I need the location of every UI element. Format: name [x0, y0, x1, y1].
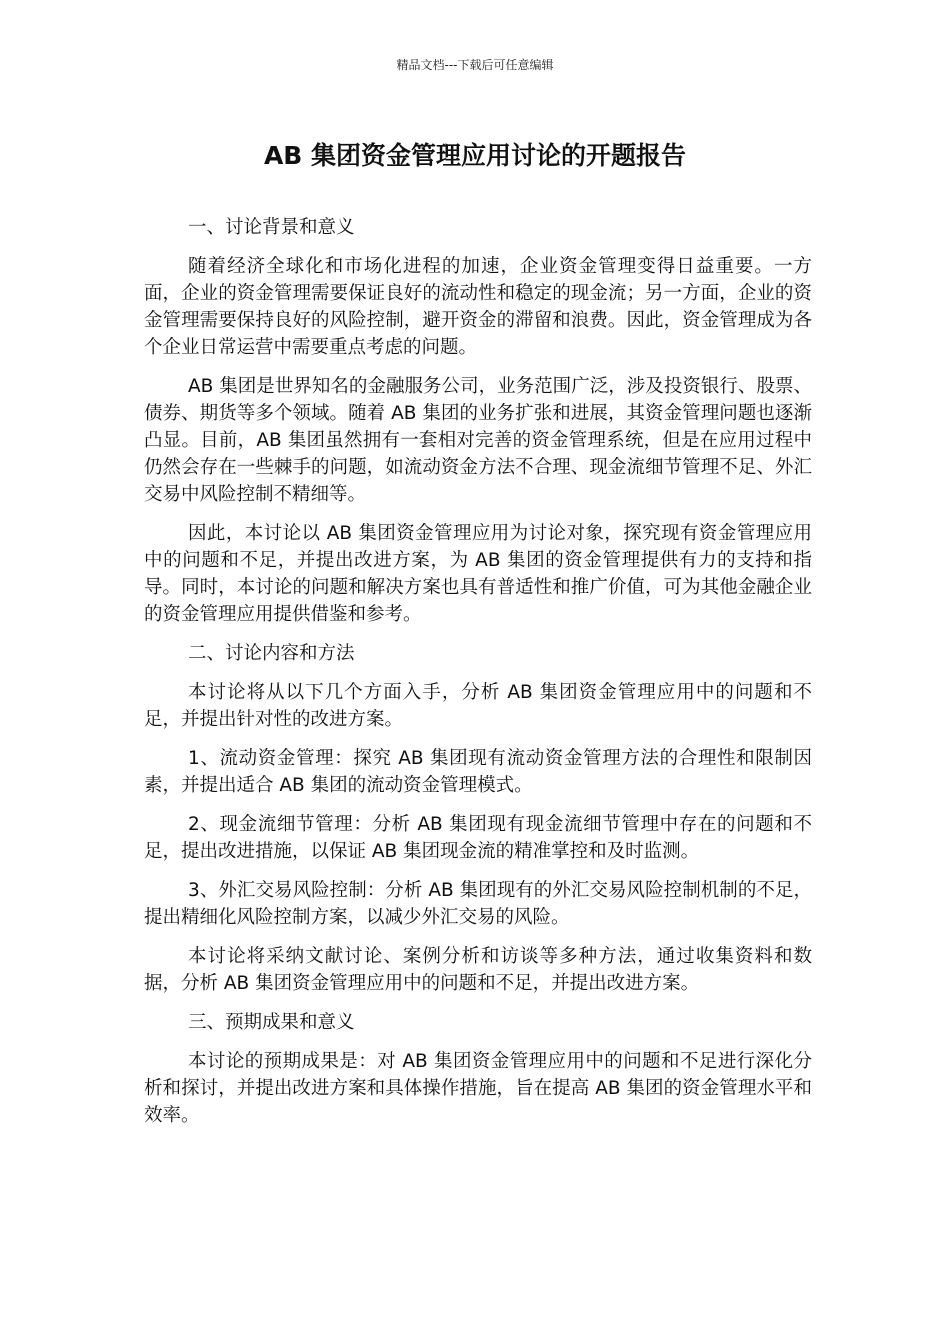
- section-heading: 一、讨论背景和意义: [188, 217, 355, 238]
- paragraph: 2、现金流细节管理：分析 AB 集团现有现金流细节管理中存在的问题和不足，提出改进措施，以保证 AB 集团现金流的精准掌控和及时监测。: [144, 814, 812, 862]
- document-body: [144, 214, 812, 1141]
- section-background: [144, 214, 812, 628]
- paragraph: 本讨论将从以下几个方面入手，分析 AB 集团资金管理应用中的问题和不足，并提出针对性的改进方案。: [144, 682, 812, 730]
- section-expected-results: [144, 1009, 812, 1129]
- paragraph: 本讨论的预期成果是：对 AB 集团资金管理应用中的问题和不足进行深化分析和探讨，并提出改进方案和具体操作措施，旨在提高 AB 集团的资金管理水平和效率。: [144, 1051, 812, 1126]
- paragraph: 随着经济全球化和市场化进程的加速，企业资金管理变得日益重要。一方面，企业的资金管理需要保证良好的流动性和稳定的现金流；另一方面，企业的资金管理需要保持良好的风险控制，避开资金的滞留和浪费。因此，资金管理成为各个企业日常运营中需要重点考虑的问题。: [144, 256, 812, 358]
- section-content-methods: [144, 640, 812, 997]
- header-note: 精品文档---下载后可任意编辑: [396, 58, 554, 72]
- section-heading: 三、预期成果和意义: [188, 1012, 355, 1033]
- section-heading: 二、讨论内容和方法: [188, 643, 355, 664]
- paragraph: 本讨论将采纳文献讨论、案例分析和访谈等多种方法，通过收集资料和数据，分析 AB 集团资金管理应用中的问题和不足，并提出改进方案。: [144, 946, 812, 994]
- document-title: AB 集团资金管理应用讨论的开题报告: [263, 141, 687, 170]
- paragraph: 1、流动资金管理：探究 AB 集团现有流动资金管理方法的合理性和限制因素，并提出适合 AB 集团的流动资金管理模式。: [144, 748, 812, 796]
- paragraph: 因此，本讨论以 AB 集团资金管理应用为讨论对象，探究现有资金管理应用中的问题和不足，并提出改进方案，为 AB 集团的资金管理提供有力的支持和指导。同时，本讨论的问题和解决方案也具有普适性和推广价值，可为其他金融企业的资金管理应用提供借鉴和参考。: [144, 523, 812, 625]
- paragraph: AB 集团是世界知名的金融服务公司，业务范围广泛，涉及投资银行、股票、债券、期货等多个领域。随着 AB 集团的业务扩张和进展，其资金管理问题也逐渐凸显。目前，AB 集团虽然拥有一套相对完善的资金管理系统，但是在应用过程中仍然会存在一些棘手的问题，如流动资金方法不合理、现金流细节管理不足、外汇交易中风险控制不精细等。: [144, 376, 812, 505]
- paragraph: 3、外汇交易风险控制：分析 AB 集团现有的外汇交易风险控制机制的不足，提出精细化风险控制方案，以减少外汇交易的风险。: [144, 880, 812, 928]
